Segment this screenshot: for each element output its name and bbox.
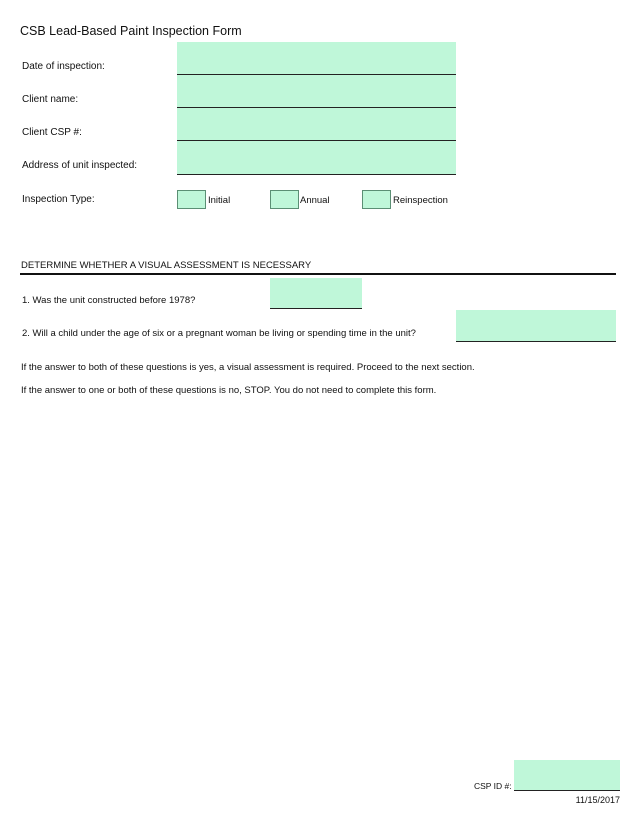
client-name-field[interactable] bbox=[177, 75, 456, 108]
section-heading: DETERMINE WHETHER A VISUAL ASSESSMENT IS NECESSARY bbox=[21, 260, 312, 271]
csp-id-underline bbox=[514, 790, 620, 791]
csp-id-field[interactable] bbox=[514, 760, 620, 790]
initial-checkbox-label: Initial bbox=[208, 195, 231, 206]
note-emphasis-yes: yes bbox=[198, 362, 214, 373]
client-csp-label: Client CSP #: bbox=[22, 127, 82, 138]
question-1: 1. Was the unit constructed before 1978? bbox=[22, 295, 196, 306]
date-of-inspection-field[interactable] bbox=[177, 42, 456, 75]
annual-checkbox[interactable] bbox=[270, 190, 299, 209]
address-field[interactable] bbox=[177, 141, 456, 175]
reinspection-checkbox-label: Reinspection bbox=[393, 195, 448, 206]
initial-checkbox[interactable] bbox=[177, 190, 206, 209]
note-emphasis-both: both bbox=[88, 362, 108, 373]
note-text: If the answer to bbox=[21, 362, 89, 373]
question-2-answer-field[interactable] bbox=[456, 310, 616, 342]
address-label: Address of unit inspected: bbox=[22, 160, 138, 171]
client-name-label: Client name: bbox=[22, 94, 79, 105]
form-date: 11/15/2017 bbox=[575, 795, 620, 805]
instruction-note-yes bbox=[21, 362, 475, 373]
note-text: , a visual assessment is required. Proceed to the next section. bbox=[213, 362, 475, 373]
note-emphasis-one-or-both: one or both bbox=[88, 385, 137, 396]
inspection-type-label: Inspection Type: bbox=[22, 194, 95, 205]
client-csp-field[interactable] bbox=[177, 108, 456, 141]
csp-id-label: CSP ID #: bbox=[474, 781, 512, 791]
instruction-note-no bbox=[21, 385, 436, 396]
note-text: , STOP. You do not need to complete this form. bbox=[239, 385, 437, 396]
note-text: If the answer to bbox=[21, 385, 89, 396]
note-emphasis-no: no bbox=[228, 385, 240, 396]
form-title: CSB Lead-Based Paint Inspection Form bbox=[20, 24, 242, 38]
note-text: of these questions is bbox=[136, 385, 229, 396]
question-1-answer-field[interactable] bbox=[270, 278, 362, 309]
section-divider bbox=[20, 273, 616, 275]
note-text: of these questions is bbox=[107, 362, 199, 373]
annual-checkbox-label: Annual bbox=[300, 195, 330, 206]
question-2: 2. Will a child under the age of six or a pregnant woman be living or spending time in the unit? bbox=[22, 328, 416, 339]
reinspection-checkbox[interactable] bbox=[362, 190, 391, 209]
date-of-inspection-label: Date of inspection: bbox=[22, 61, 105, 72]
